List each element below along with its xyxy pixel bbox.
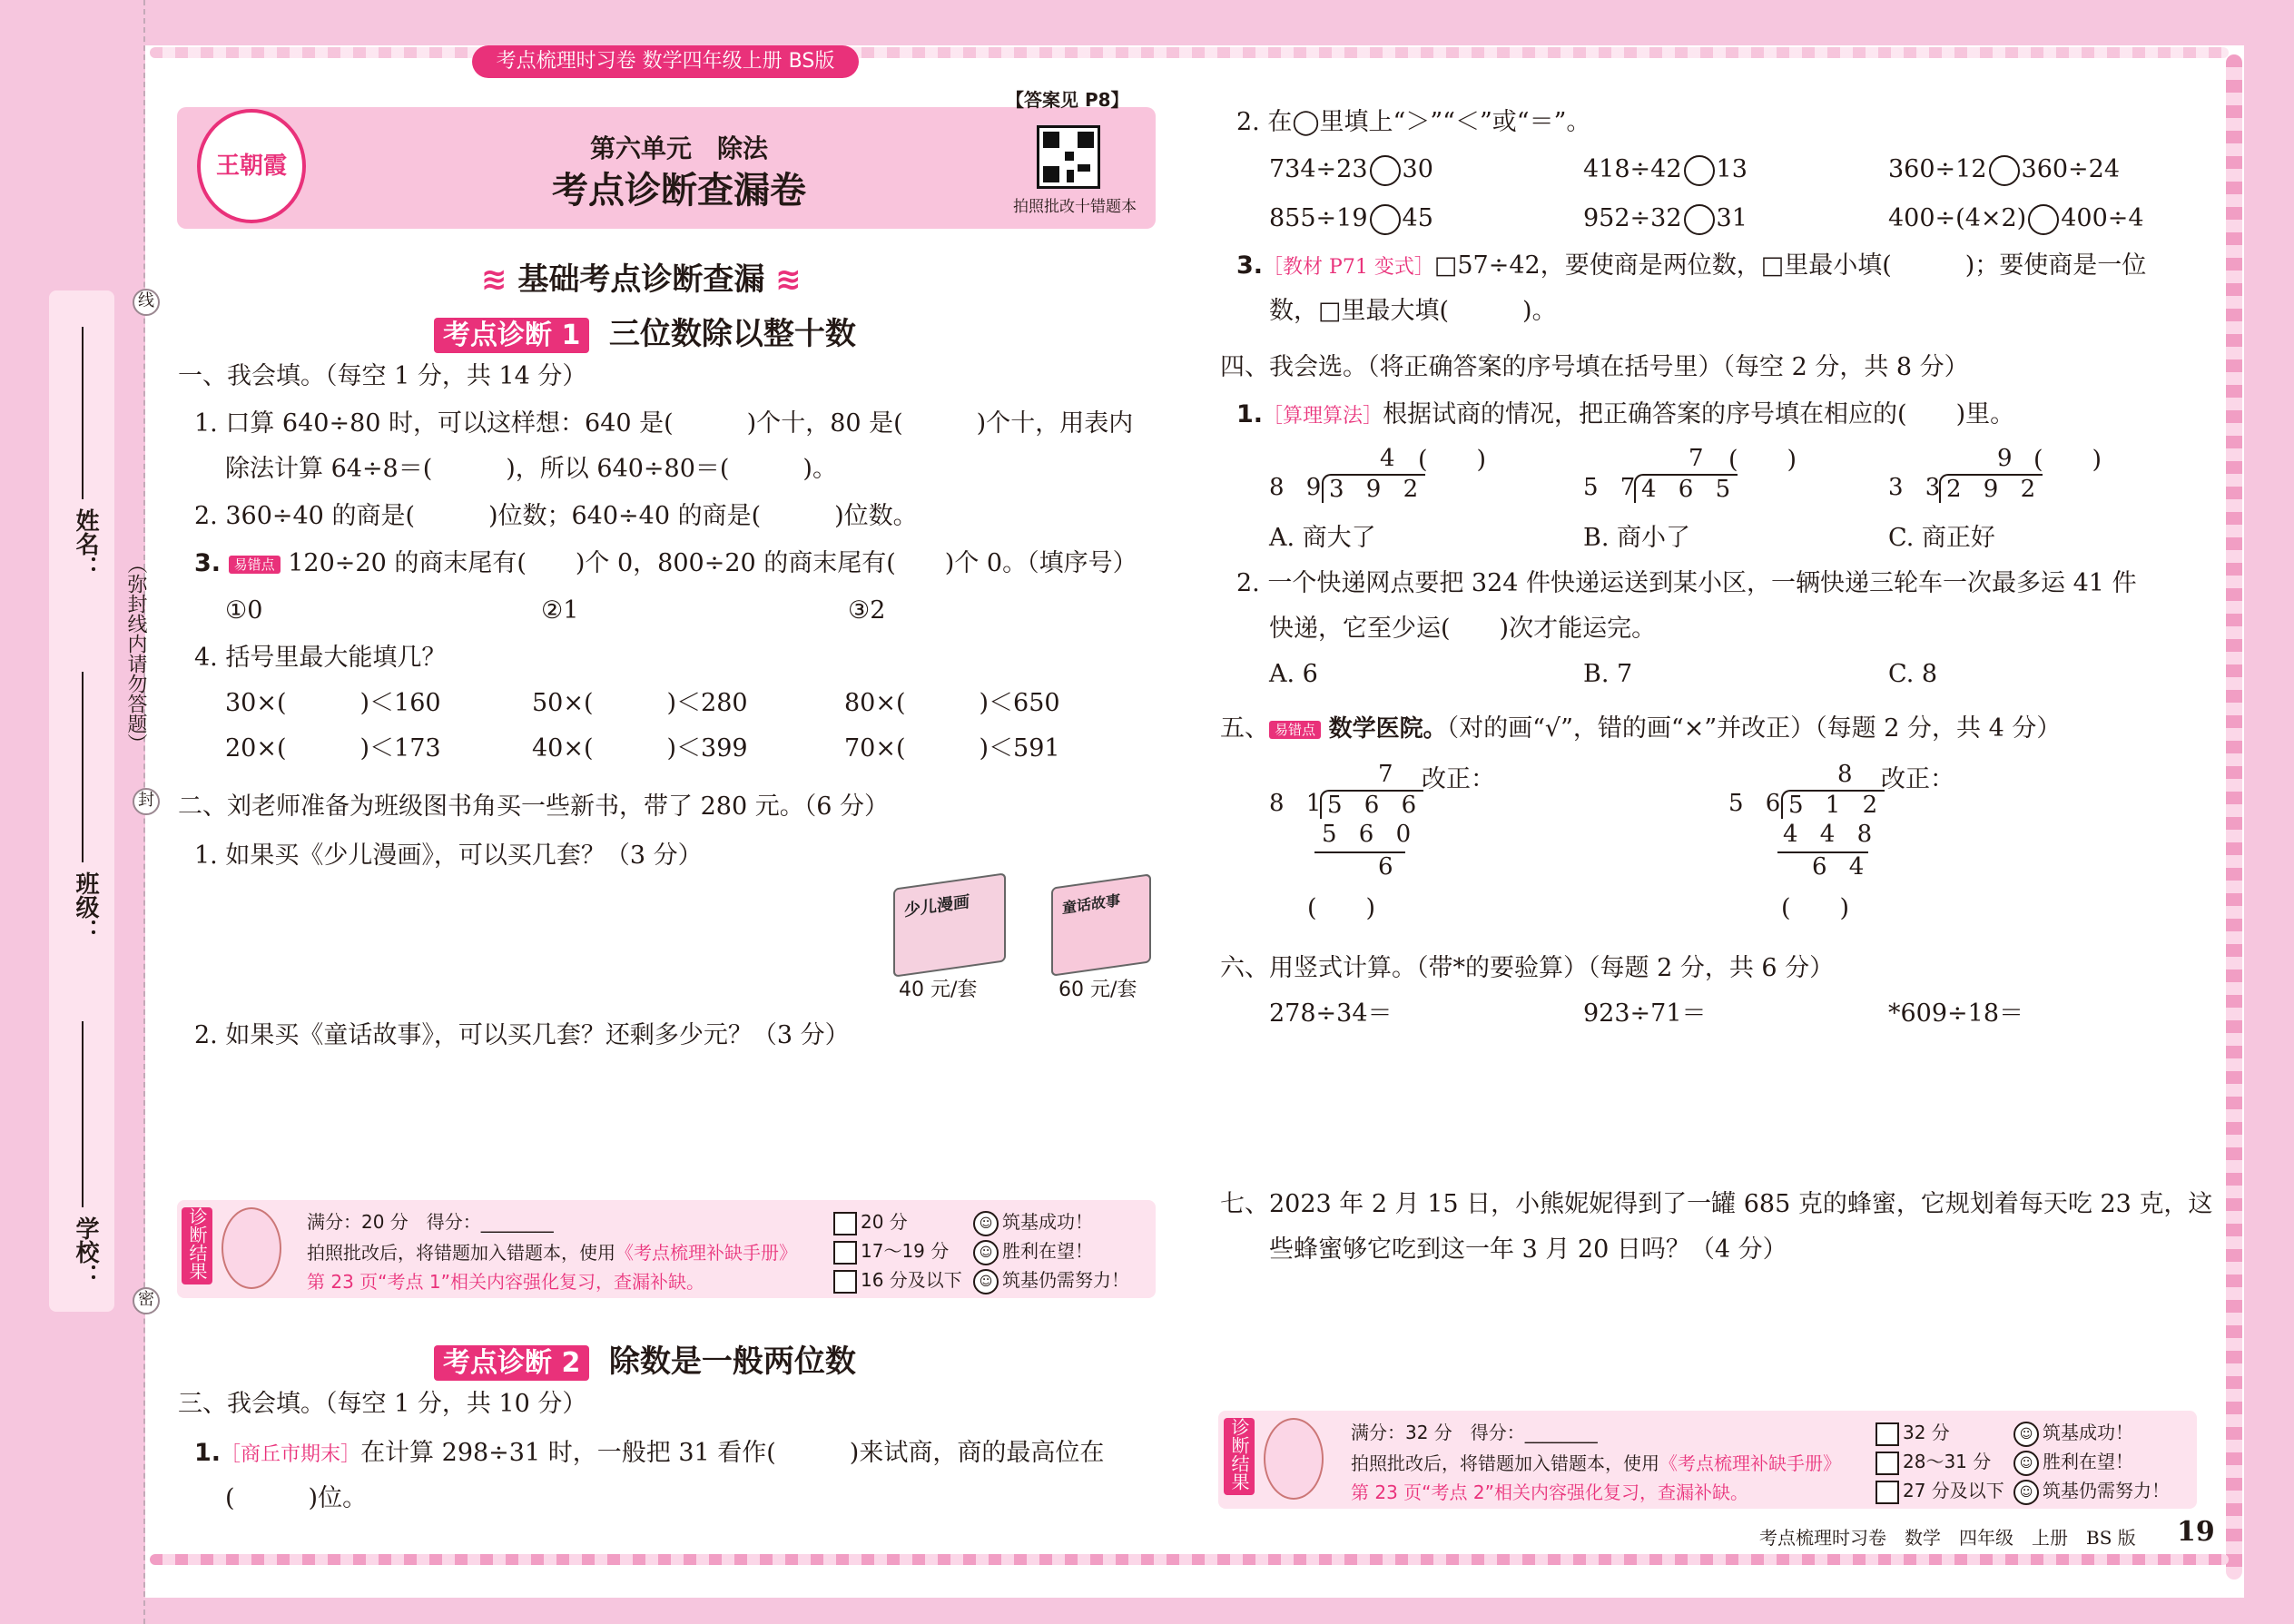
- result2-range1: 32 分: [1876, 1418, 1950, 1446]
- div1-answer-paren[interactable]: ( ): [1418, 446, 1487, 474]
- no-answer-notice: （弥封线内请勿答题）: [124, 554, 147, 753]
- wave-icon: ≋: [764, 261, 802, 298]
- result1-range3: 16 分及以下: [833, 1265, 962, 1294]
- result1-range2: 17～19 分: [833, 1236, 949, 1265]
- q3-option: ③2: [848, 596, 886, 625]
- part3-q3-line2: 数，□里最大填( )。: [1269, 297, 1557, 325]
- diagnosis-1-heading: [434, 309, 856, 353]
- q1-option: B. 商小了: [1583, 524, 1691, 552]
- q4-item: 30×( )＜160: [225, 689, 441, 717]
- result2-range2: 28～31 分: [1876, 1447, 1991, 1475]
- book2-price: 60 元/套: [1058, 979, 1137, 1001]
- footer-text: 考点梳理时习卷 数学 四年级 上册 BS 版: [1759, 1527, 2136, 1549]
- diagnosis-2-title: 除数是一般两位数: [608, 1343, 856, 1380]
- result1-range1: 20 分: [833, 1207, 908, 1235]
- part1-q4: 4. 括号里最大能填几？: [194, 644, 447, 672]
- div3-quotient: 9: [1997, 445, 2020, 472]
- compare-row-2: 855÷19 45: [1269, 203, 1433, 235]
- smile-icon: ☺: [973, 1211, 999, 1236]
- d1-dividend: 5 6 6: [1320, 790, 1423, 819]
- part3-q1-line1: 1.［商丘市期末］在计算 298÷31 时，一般把 31 看作( )来试商，商的最高位在: [194, 1439, 1105, 1467]
- part1-q1-line1: 1. 口算 640÷80 时，可以这样想：640 是( )个十，80 是( )个十，用表内: [194, 409, 1134, 438]
- qr-caption: 拍照批改十错题本: [1013, 198, 1137, 216]
- part1-q1-line2: 除法计算 64÷8＝( )，所以 640÷80＝( )。: [225, 455, 837, 483]
- part4-q1: 1.［算理算法］根据试商的情况，把正确答案的序号填在相应的( )里。: [1236, 400, 2015, 428]
- result2-msg3: ☺ 筑基仍需努力！: [2013, 1476, 2170, 1505]
- div2-quotient: 7: [1689, 445, 1711, 472]
- result1-msg1: ☺ 筑基成功！: [973, 1207, 1093, 1236]
- seal-xian: 线: [133, 289, 160, 316]
- source-tag: ［教材 P71 变式］: [1263, 256, 1434, 279]
- smile-icon: ☺: [2013, 1451, 2039, 1476]
- bottom-wavy-border: [150, 1554, 2229, 1565]
- seal-feng: 封: [133, 788, 160, 815]
- d2-dividend: 5 1 2: [1781, 790, 1885, 819]
- part3-q2: 2. 在◯里填上“＞”“＜”或“＝”。: [1236, 108, 1591, 136]
- diagnosis-1-title: 三位数除以整十数: [608, 316, 856, 352]
- d2-quotient: 8: [1837, 761, 1860, 788]
- result2-score: 满分：32 分 得分：________: [1351, 1422, 1598, 1443]
- girl-avatar: [1264, 1418, 1324, 1500]
- section-heading-text: 基础考点诊断查漏: [517, 261, 765, 298]
- d2-remainder: 6 4: [1812, 853, 1872, 881]
- div3-divisor: 3 3: [1888, 474, 1948, 501]
- checkbox[interactable]: [1876, 1481, 1899, 1504]
- class-label: 班级：: [72, 871, 99, 942]
- d1-remainder: 6: [1378, 853, 1401, 881]
- compare-circle[interactable]: [1370, 204, 1401, 235]
- diagnosis-1-tag: 考点诊断 1: [434, 318, 589, 353]
- result2-msg2: ☺ 胜利在望！: [2013, 1447, 2133, 1476]
- q4-item: 50×( )＜280: [532, 689, 748, 717]
- logo-text: 王朝霞: [215, 153, 287, 180]
- q3-text: 120÷20 的商末尾有( )个 0，800÷20 的商末尾有( )个 0。（填序号）: [288, 549, 1137, 577]
- div2-divisor: 5 7: [1583, 474, 1643, 501]
- d1-quotient: 7: [1378, 761, 1401, 788]
- calc-item: 923÷71＝: [1583, 999, 1707, 1028]
- part6-title: 六、用竖式计算。（带*的要验算）（每题 2 分，共 6 分）: [1220, 954, 1835, 982]
- source-tag: ［商丘市期末］: [221, 1443, 361, 1466]
- brand-logo: [197, 109, 306, 223]
- div2-answer-paren[interactable]: ( ): [1728, 446, 1797, 474]
- result1-score: 满分：20 分 得分：________: [307, 1211, 554, 1233]
- part1-title: 一、我会填。（每空 1 分，共 14 分）: [178, 362, 587, 390]
- result1-line3: 第 23 页“考点 1”相关内容强化复习，查漏补缺。: [307, 1271, 704, 1293]
- part2-q2: 2. 如果买《童话故事》，可以买几套？还剩多少元？（3 分）: [194, 1021, 850, 1049]
- d2-divisor: 5 6: [1728, 790, 1788, 817]
- div2-dividend: 4 6 5: [1634, 474, 1738, 503]
- part1-q3: [194, 548, 1137, 580]
- q1-option: C. 商正好: [1888, 524, 1995, 552]
- girl-avatar: [222, 1207, 281, 1289]
- compare-circle[interactable]: [1989, 155, 2020, 186]
- part1-q2: 2. 360÷40 的商是( )位数；640÷40 的商是( )位数。: [194, 502, 918, 530]
- effort-icon: ☺: [973, 1269, 999, 1294]
- calc-item: 278÷34＝: [1269, 999, 1393, 1028]
- checkbox[interactable]: [833, 1241, 857, 1265]
- part3-q1-line2: ( )位。: [225, 1484, 368, 1512]
- fairy-tale-book-image: [1051, 873, 1151, 976]
- name-blank[interactable]: [82, 327, 84, 499]
- compare-row-2: 952÷32 31: [1583, 203, 1748, 235]
- school-label: 学校：: [72, 1216, 99, 1287]
- part5-title: 五、 易错点 数学医院。（对的画“√”，错的画“×”并改正）（每题 2 分，共 4 分）: [1220, 714, 2062, 743]
- wave-icon: ≋: [481, 261, 518, 298]
- compare-circle[interactable]: [1684, 204, 1715, 235]
- div1-dividend: 3 9 2: [1322, 474, 1425, 503]
- smile-icon: ☺: [973, 1240, 999, 1265]
- d1-divisor: 8 1: [1269, 790, 1329, 817]
- compare-row-2: 400÷(4×2) 400÷4: [1888, 203, 2144, 235]
- compare-circle[interactable]: [2028, 204, 2059, 235]
- seal-mi: 密: [133, 1287, 160, 1314]
- q1-option: A. 商大了: [1269, 524, 1376, 552]
- div1-quotient: 4: [1380, 445, 1403, 472]
- part7-line1: 七、2023 年 2 月 15 日，小熊妮妮得到了一罐 685 克的蜂蜜，它规划着每天吃 23 克，这: [1220, 1190, 2213, 1218]
- q4-item: 80×( )＜650: [844, 689, 1060, 717]
- name-label: 姓名：: [72, 508, 99, 579]
- compare-row-1: 360÷12 360÷24: [1888, 154, 2120, 186]
- smile-icon: ☺: [2013, 1422, 2039, 1447]
- result2-line2: 拍照批改后，将错题加入错题本，使用《考点梳理补缺手册》: [1351, 1452, 1841, 1474]
- part2-title: 二、刘老师准备为班级图书角买一些新书，带了 280 元。（6 分）: [178, 792, 889, 821]
- diagnosis-2-tag: 考点诊断 2: [434, 1345, 589, 1381]
- part4-title: 四、我会选。（将正确答案的序号填在括号里）（每空 2 分，共 8 分）: [1220, 353, 1969, 381]
- effort-icon: ☺: [2013, 1480, 2039, 1505]
- part4-q2-line2: 快递，它至少运( )次才能运完。: [1269, 615, 1657, 643]
- q4-item: 70×( )＜591: [844, 734, 1060, 763]
- result2-line3: 第 23 页“考点 2”相关内容强化复习，查漏补缺。: [1351, 1481, 1748, 1503]
- q2-option: A. 6: [1269, 660, 1318, 688]
- result-label-2: 诊断结果: [1224, 1418, 1255, 1495]
- part3-q3-line1: 3.［教材 P71 变式］□57÷42，要使商是两位数，□里最小填( )；要使商是一位: [1236, 251, 2147, 280]
- paper-title: 考点诊断查漏卷: [552, 170, 806, 212]
- q2-option: B. 7: [1583, 660, 1633, 688]
- series-banner: 考点梳理时习卷 数学四年级上册 BS版: [472, 45, 859, 78]
- book1-price: 40 元/套: [899, 979, 978, 1001]
- part2-q1: 1. 如果买《少儿漫画》，可以买几套？（3 分）: [194, 842, 703, 870]
- d2-fix-label: 改正：: [1881, 765, 1954, 793]
- checkbox[interactable]: [1876, 1422, 1899, 1446]
- checkbox[interactable]: [833, 1212, 857, 1235]
- section-heading: [481, 254, 802, 299]
- part7-line2: 些蜂蜜够它吃到这一年 3 月 20 日吗？（4 分）: [1269, 1235, 1787, 1264]
- error-prone-tag: 易错点: [1269, 721, 1321, 739]
- q4-item: 20×( )＜173: [225, 734, 441, 763]
- result-label-1: 诊断结果: [182, 1207, 212, 1284]
- div3-answer-paren[interactable]: ( ): [2033, 446, 2102, 474]
- q3-option: ②1: [541, 596, 579, 625]
- source-tag: ［算理算法］: [1263, 405, 1383, 428]
- class-blank[interactable]: [82, 672, 84, 862]
- qr-code-icon[interactable]: [1037, 125, 1100, 189]
- diagnosis-2-heading: [434, 1336, 856, 1381]
- top-wavy-border: [150, 47, 2229, 58]
- result1-msg2: ☺ 胜利在望！: [973, 1236, 1093, 1265]
- result2-range3: 27 分及以下: [1876, 1476, 2004, 1504]
- compare-row-1: 418÷42 13: [1583, 154, 1748, 186]
- q4-item: 40×( )＜399: [532, 734, 748, 763]
- q3-number: 3.: [194, 549, 222, 577]
- result2-msg1: ☺ 筑基成功！: [2013, 1418, 2133, 1447]
- checkbox[interactable]: [1876, 1452, 1899, 1475]
- d1-fix-label: 改正：: [1422, 765, 1495, 793]
- part3-title: 三、我会填。（每空 1 分，共 10 分）: [178, 1390, 587, 1418]
- school-blank[interactable]: [82, 1021, 84, 1207]
- d2-answer-paren[interactable]: ( ): [1781, 894, 1850, 922]
- d2-product: 4 4 8: [1783, 821, 1880, 848]
- book1-title: 少儿漫画: [904, 891, 970, 921]
- error-prone-tag: 易错点: [229, 556, 281, 574]
- compare-row-1: 734÷23 30: [1269, 154, 1433, 186]
- checkbox[interactable]: [833, 1270, 857, 1294]
- right-wavy-border: [2226, 54, 2242, 1580]
- compare-circle[interactable]: [1370, 155, 1401, 186]
- div1-divisor: 8 9: [1269, 474, 1329, 501]
- comic-book-image: [893, 872, 1006, 977]
- result1-line2: 拍照批改后，将错题加入错题本，使用《考点梳理补缺手册》: [307, 1242, 797, 1264]
- calc-item: *609÷18＝: [1888, 999, 2024, 1028]
- answer-reference: 【答案见 P8】: [1006, 89, 1129, 111]
- page-number: 19: [2177, 1516, 2215, 1548]
- d1-product: 5 6 0: [1322, 821, 1419, 848]
- part4-q2-line1: 2. 一个快递网点要把 324 件快递运送到某小区，一辆快递三轮车一次最多运 41 件: [1236, 569, 2137, 597]
- book2-title: 童话故事: [1062, 891, 1121, 918]
- q3-option: ①0: [225, 596, 263, 625]
- result1-msg3: ☺ 筑基仍需努力！: [973, 1265, 1129, 1294]
- unit-title: 第六单元 除法: [589, 133, 768, 163]
- d1-answer-paren[interactable]: ( ): [1307, 894, 1376, 922]
- compare-circle[interactable]: [1684, 155, 1715, 186]
- q2-option: C. 8: [1888, 660, 1938, 688]
- div3-dividend: 2 9 2: [1939, 474, 2043, 503]
